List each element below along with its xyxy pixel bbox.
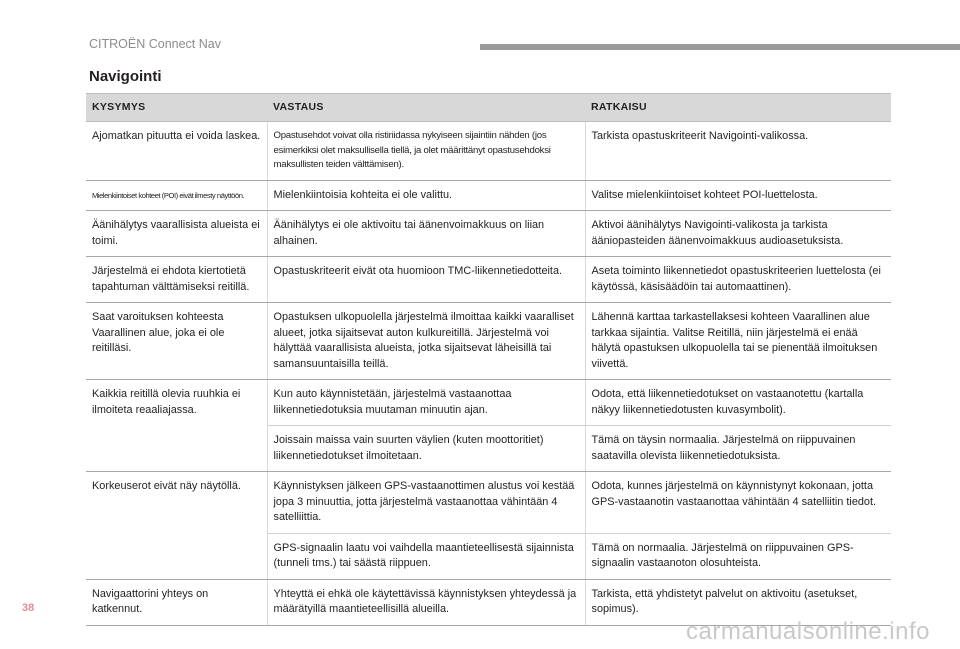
question-cell: Kaikkia reitillä olevia ruuhkia ei ilmoiteta reaaliajassa.	[86, 380, 267, 472]
solution-cell: Tämä on täysin normaalia. Järjestelmä on riippuvainen saatavilla olevista liikennetiedotuksista.	[585, 426, 891, 472]
answer-cell: Kun auto käynnistetään, järjestelmä vastaanottaa liikennetiedotuksia muutaman minuutin ajan.	[267, 380, 585, 426]
column-header-solution: RATKAISU	[585, 94, 891, 122]
answer-cell: Opastusehdot voivat olla ristiriidassa nykyiseen sijaintiin nähden (jos esimerkiksi olet maksullisella tiellä, ja olet määrittänyt opastusehdoksi maksullisten teiden välttämisen).	[267, 122, 585, 181]
solution-cell: Tarkista opastuskriteerit Navigointi-valikossa.	[585, 122, 891, 181]
question-cell: Mielenkiintoiset kohteet (POI) eivät ilmesty näyttöön.	[86, 180, 267, 211]
question-cell: Saat varoituksen kohteesta Vaarallinen alue, joka ei ole reitilläsi.	[86, 303, 267, 380]
faq-table	[86, 93, 891, 626]
question-cell: Navigaattorini yhteys on katkennut.	[86, 579, 267, 625]
question-cell: Korkeuserot eivät näy näytöllä.	[86, 472, 267, 580]
watermark: carmanualsonline.info	[686, 618, 930, 645]
answer-cell: Yhteyttä ei ehkä ole käytettävissä käynnistyksen yhteydessä ja määrätyillä maantieteellisillä alueilla.	[267, 579, 585, 625]
question-cell: Järjestelmä ei ehdota kiertotietä tapahtuman välttämiseksi reitillä.	[86, 257, 267, 303]
solution-cell: Aktivoi äänihälytys Navigointi-valikosta ja tarkista ääniopasteiden äänenvoimakkuus audioasetuksista.	[585, 211, 891, 257]
table-row	[86, 472, 891, 534]
column-header-question: KYSYMYS	[86, 94, 267, 122]
question-cell: Ajomatkan pituutta ei voida laskea.	[86, 122, 267, 181]
answer-cell: GPS-signaalin laatu voi vaihdella maantieteellisestä sijainnista (tunneli tms.) tai säästä riippuen.	[267, 533, 585, 579]
header-bar	[480, 44, 960, 50]
table-row	[86, 257, 891, 303]
table-row	[86, 303, 891, 380]
answer-cell: Joissain maissa vain suurten väylien (kuten moottoritiet) liikennetiedotukset ilmoitetaan.	[267, 426, 585, 472]
answer-cell: Opastuskriteerit eivät ota huomioon TMC-liikennetiedotteita.	[267, 257, 585, 303]
solution-cell: Tarkista, että yhdistetyt palvelut on aktivoitu (asetukset, sopimus).	[585, 579, 891, 625]
table-row	[86, 180, 891, 211]
answer-cell: Opastuksen ulkopuolella järjestelmä ilmoittaa kaikki vaaralliset alueet, jotka sijaitsevat auton kulkureitillä. Järjestelmä voi hälyttää vaarallisista alueista, jotka sijaitsevat läheisillä tai samansuuntaisilla teillä.	[267, 303, 585, 380]
page-number: 38	[22, 602, 35, 614]
question-cell: Äänihälytys vaarallisista alueista ei toimi.	[86, 211, 267, 257]
table-row	[86, 211, 891, 257]
solution-cell: Odota, että liikennetiedotukset on vastaanotettu (kartalla näkyy liikennetiedotusten kuvasymbolit).	[585, 380, 891, 426]
solution-cell: Tämä on normaalia. Järjestelmä on riippuvainen GPS-signaalin vastaanoton olosuhteista.	[585, 533, 891, 579]
section-title: Navigointi	[89, 68, 162, 85]
table-header-row	[86, 94, 891, 122]
header-title: CITROËN Connect Nav	[89, 37, 221, 51]
answer-cell: Mielenkiintoisia kohteita ei ole valittu.	[267, 180, 585, 211]
answer-cell: Käynnistyksen jälkeen GPS-vastaanottimen alustus voi kestää jopa 3 minuuttia, jotta järjestelmä vastaanottaa vähintään 4 satelliittia.	[267, 472, 585, 534]
column-header-answer: VASTAUS	[267, 94, 585, 122]
solution-cell: Aseta toiminto liikennetiedot opastuskriteerien luettelosta (ei käytössä, käsisäädöin tai automaattinen).	[585, 257, 891, 303]
solution-cell: Valitse mielenkiintoiset kohteet POI-luettelosta.	[585, 180, 891, 211]
solution-cell: Lähennä karttaa tarkastellaksesi kohteen Vaarallinen alue tarkkaa sijaintia. Valitse Reitillä, niin järjestelmä ei enää hälytä opastuksen ulkopuolella tai se pienentää ilmoituksen viivettä.	[585, 303, 891, 380]
table-row	[86, 122, 891, 181]
solution-cell: Odota, kunnes järjestelmä on käynnistynyt kokonaan, jotta GPS-vastaanotin vastaanottaa vähintään 4 satelliitin tiedot.	[585, 472, 891, 534]
answer-cell: Äänihälytys ei ole aktivoitu tai äänenvoimakkuus on liian alhainen.	[267, 211, 585, 257]
table-row	[86, 380, 891, 426]
